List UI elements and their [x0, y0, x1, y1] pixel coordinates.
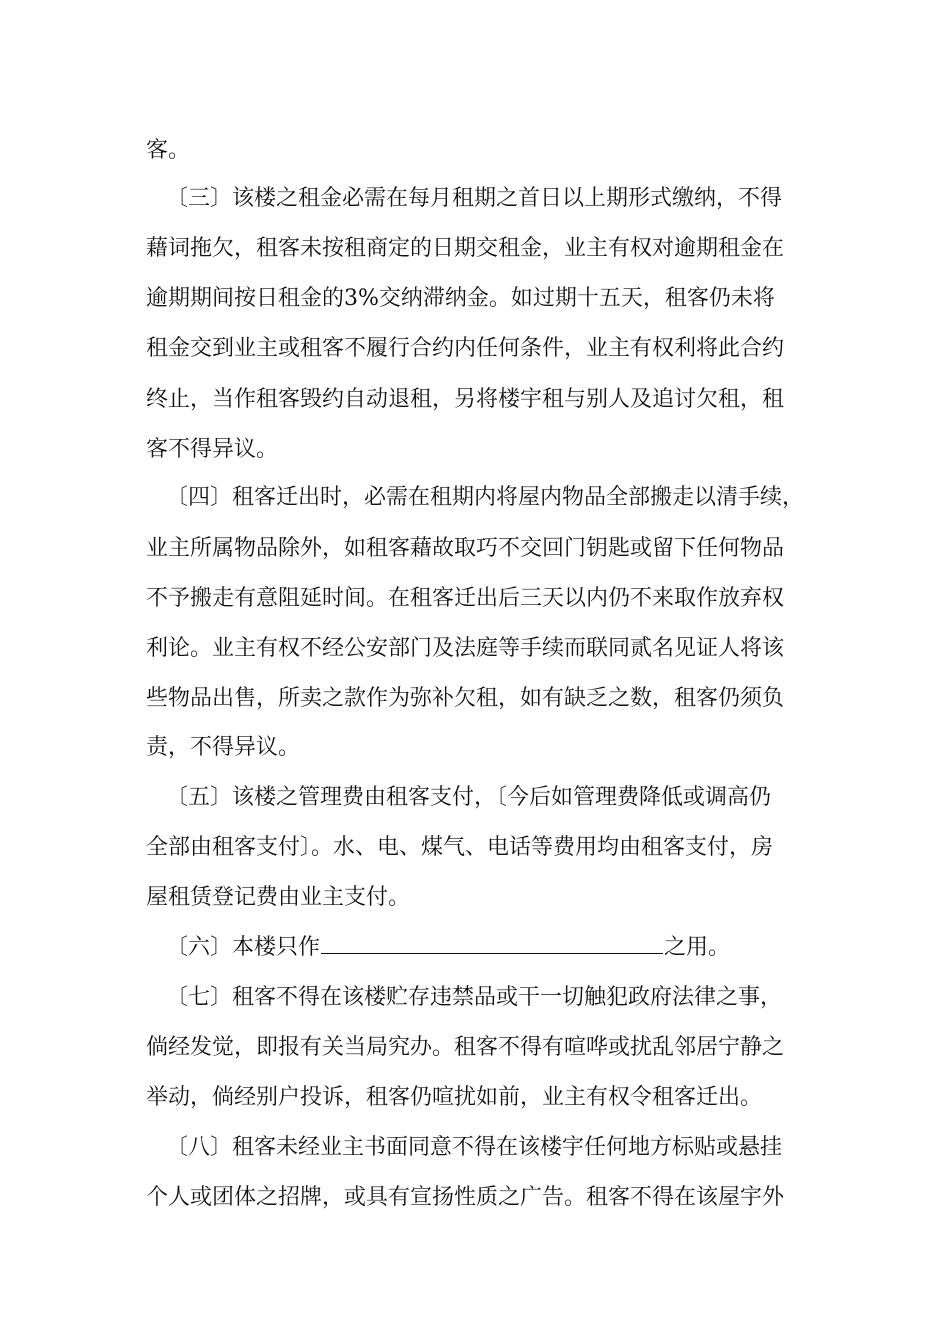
clause-6-line [166, 931, 846, 965]
clause-8-line: 〔八〕租客未经业主书面同意不得在该楼宇任何地方标贴或悬挂 [166, 1135, 783, 1160]
text-line: 业主所属物品除外，如租客藉故取巧不交回门钥匙或留下任何物品 [146, 536, 785, 561]
text-line: 举动，倘经别户投诉，租客仍喧扰如前，业主有权令租客迁出。 [146, 1085, 763, 1110]
text-line: 屋租赁登记费由业主支付。 [146, 885, 411, 910]
clause-5-line: 〔五〕该楼之管理费由租客支付，〔今后如管理费降低或调高仍 [166, 785, 772, 810]
text-line: 倘经发觉，即报有关当局究办。租客不得有喧哗或扰乱邻居宁静之 [146, 1035, 785, 1060]
text-line: 全部由租客支付〕。水、电、煤气、电话等费用均由租客支付，房 [146, 835, 774, 860]
text-line: 藉词拖欠，租客未按租商定的日期交租金，业主有权对逾期租金在 [146, 236, 785, 261]
text-line: 责，不得异议。 [146, 735, 301, 760]
text-line: 个人或团体之招牌，或具有宣扬性质之广告。租客不得在该屋宇外 [146, 1185, 785, 1210]
text-line: 客不得异议。 [146, 437, 279, 462]
fill-in-blank [321, 933, 663, 954]
clause-6-prefix: 〔六〕本楼只作 [166, 935, 321, 960]
text-line: 租金交到业主或租客不履行合约内任何条件，业主有权利将此合约 [146, 336, 785, 361]
text-line: 逾期期间按日租金的3%交纳滞纳金。如过期十五天，租客仍未将 [146, 286, 775, 311]
text-line: 终止，当作租客毁约自动退租，另将楼宇租与别人及追讨欠租，租 [146, 387, 785, 412]
text-line: 不予搬走有意阻延时间。在租客迁出后三天以内仍不来取作放弃权 [146, 586, 785, 611]
clause-7-line: 〔七〕租客不得在该楼贮存违禁品或干一切触犯政府法律之事， [166, 985, 783, 1010]
clause-3-line: 〔三〕该楼之租金必需在每月租期之首日以上期形式缴纳，不得 [166, 186, 783, 211]
text-line: 客。 [146, 138, 191, 163]
clause-6-suffix: 之用。 [664, 935, 731, 960]
text-line: 利论。业主有权不经公安部门及法庭等手续而联同贰名见证人将该 [146, 636, 785, 661]
clause-4-line: 〔四〕租客迁出时，必需在租期内将屋内物品全部搬走以清手续， [166, 485, 805, 510]
text-line: 些物品出售，所卖之款作为弥补欠租，如有缺乏之数，租客仍须负 [146, 686, 785, 711]
